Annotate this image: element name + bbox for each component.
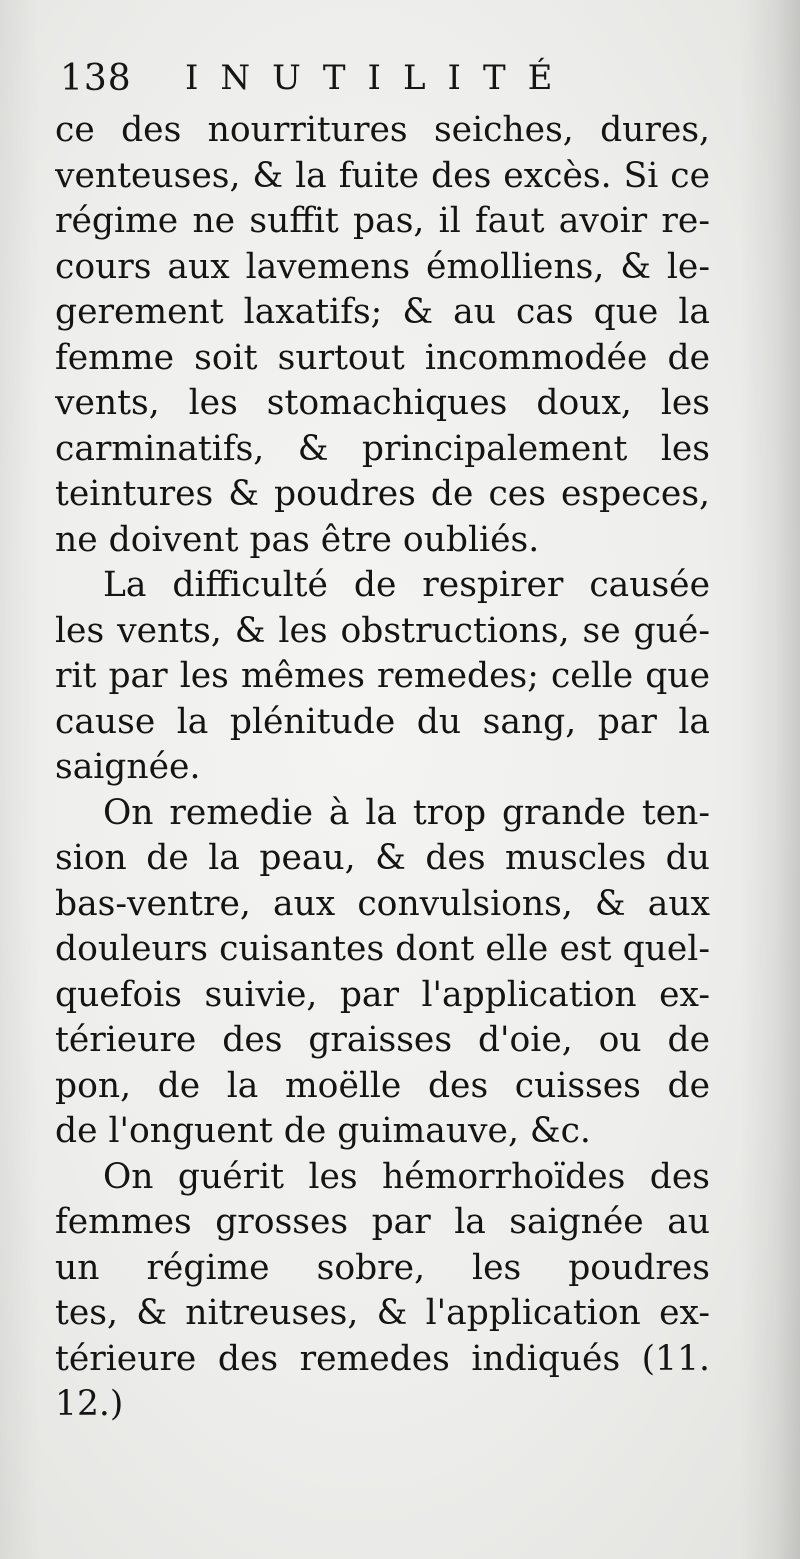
text-line: un régime sobre, les poudres [55,1247,710,1288]
text-line: quefois suivie, par l'application ex- [55,974,710,1015]
text-line: ce des nourritures seiches, dures, [55,110,710,150]
text-line: tes, & nitreuses, & l'application ex- [55,1293,710,1333]
running-title: INUTILITÉ [185,58,575,98]
text-line: régime ne suffit pas, il faut avoir re- [55,201,710,241]
text-line: cours aux lavemens émolliens, & le- [55,246,710,287]
text-line: femmes grosses par la saignée au [55,1202,710,1242]
page-header [60,50,740,110]
text-line: de l'onguent de guimauve, &c. [55,1111,591,1151]
text-line: sion de la peau, & des muscles du [55,838,710,878]
text-line: 12.) [55,1384,124,1424]
page-number: 138 [60,58,132,99]
text-line: La difficulté de respirer causée [103,565,710,605]
text-line: On remedie à la trop grande ten- [103,792,710,833]
text-line: teintures & poudres de ces especes, [55,474,710,514]
page-gutter-shadow [740,0,800,1559]
text-line: rit par les mêmes remedes; celle que [55,656,710,696]
text-line: térieure des graisses d'oie, ou de [55,1020,710,1060]
text-line: les vents, & les obstructions, se gué- [55,610,710,651]
text-line: cause la plénitude du sang, par la [55,701,710,742]
page-edge-shading [0,0,40,1559]
text-line: saignée. [55,747,201,787]
text-line: venteuses, & la fuite des excès. Si ce [55,155,710,196]
text-line: bas-ventre, aux convulsions, & aux [55,883,710,924]
text-line: femme soit surtout incommodée de [55,337,710,378]
text-line: pon, de la moëlle des cuisses de [55,1065,710,1106]
text-line: vents, les stomachiques doux, les [55,383,710,423]
text-line: carminatifs, & principalement les [55,428,710,469]
text-line: douleurs cuisantes dont elle est quel- [55,929,710,969]
text-line: térieure des remedes indiqués (11. [55,1338,710,1379]
text-line: gerement laxatifs; & au cas que la [55,292,710,332]
text-line: On guérit les hémorrhoïdes des [103,1156,710,1197]
text-line: ne doivent pas être oubliés. [55,519,540,560]
body-text [55,108,710,1428]
